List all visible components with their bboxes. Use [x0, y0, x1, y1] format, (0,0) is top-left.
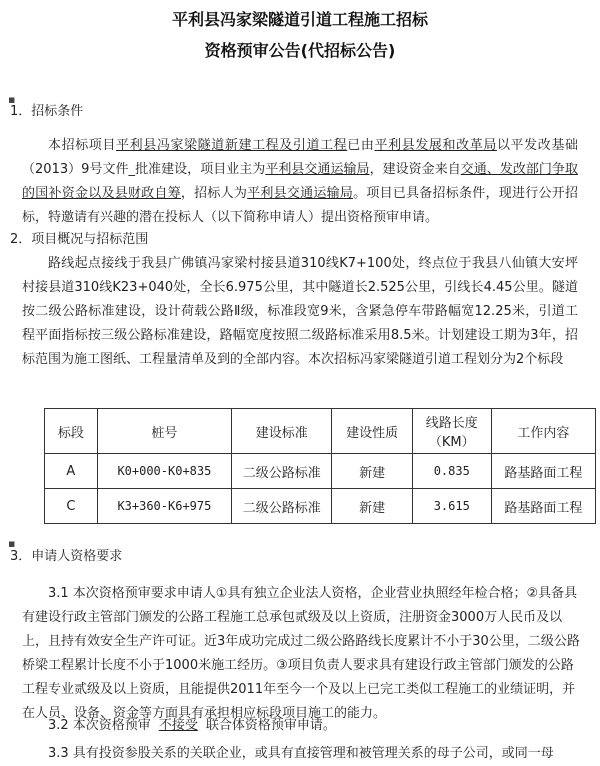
table-cell: 0.835	[412, 454, 491, 489]
table-cell: K3+360-K6+975	[97, 489, 231, 524]
approver: 平利县发展和改革局	[374, 138, 497, 153]
section-3-2-paragraph	[22, 714, 582, 738]
table-header-cell: 建设标准	[232, 409, 332, 454]
section-3-heading: 3．申请人资格要求	[10, 549, 123, 564]
project-owner: 平利县交通运输局	[265, 162, 370, 177]
table-cell: A	[45, 454, 98, 489]
table-header-cell: 标段	[45, 409, 98, 454]
text: 联合体资格预审申请。	[205, 718, 336, 733]
table-header-cell: 工作内容	[491, 409, 595, 454]
section-2-heading: 2．项目概况与招标范围	[10, 232, 149, 247]
table-cell: C	[45, 489, 98, 524]
text: 。项目已具备招标条件，现进行公开招标，特邀请有兴趣的潜在投标人（以下简称申请人）提出资格预审申请。	[22, 186, 578, 225]
table-cell: 3.615	[412, 489, 491, 524]
fund-source: 交通、发改部门争取的国补资金以及县财政自筹	[22, 162, 578, 201]
text: 批准建设，项目业主为	[135, 162, 266, 177]
bid-sections-table	[44, 408, 596, 524]
table-cell: 新建	[332, 454, 412, 489]
table-cell: 二级公路标准	[232, 454, 332, 489]
table-cell: 路基路面工程	[491, 489, 595, 524]
tenderer: 平利县交通运输局	[247, 186, 354, 201]
section-3-1-paragraph: 3.1 本次资格预审要求申请人①具有独立企业法人资格，企业营业执照经年检合格；②具备具有建设行政主管部门颁发的公路工程施工总承包贰级及以上资质，注册资金3000万人民币及以上，且持有效安全生产许可证。近3年成功完成过二级公路路线长度累计不小于30公里，二级公路桥梁工程累计长度不小于1000米施工经历。③项目负责人要求具有建设行政主管部门颁发的公路工程专业贰级及以上资质，且能提供2011年至今一个及以上已完工类似工程施工的业绩证明，并在人员、设备、资金等方面具有承担相应标段项目施工的能力。	[22, 586, 580, 721]
table-cell: 新建	[332, 489, 412, 524]
table-header-cell: 建设性质	[332, 409, 412, 454]
text: ，建设资金来自	[369, 162, 461, 177]
title-line-2: 资格预审公告(代招标公告)	[204, 41, 396, 60]
section-1-paragraph: 本招标项目平利县冯家梁隧道新建工程及引道工程已由平利县发展和改革局以平发改基础（2013）9号文件_批准建设，项目业主为平利县交通运输局，建设资金来自交通、发改部门争取的国补资金以及县财政自筹，招标人为平利县交通运输局。项目已具备招标条件，现进行公开招标，特邀请有兴趣的潜在投标人（以下简称申请人）提出资格预审申请。	[22, 138, 578, 225]
table-header-cell: 桩号	[97, 409, 231, 454]
project-name: 平利县冯家梁隧道新建工程及引道工程	[116, 138, 348, 153]
table-row	[45, 489, 596, 524]
section-3-3-paragraph: 3.3 具有投资参股关系的关联企业，或具有直接管理和被管理关系的母子公司，或同一母	[48, 746, 554, 761]
section-1-heading: 1．招标条件	[10, 104, 84, 119]
table-header-row	[45, 409, 596, 454]
table-header-cell: 线路长度（KM）	[412, 409, 491, 454]
table-cell: 路基路面工程	[491, 454, 595, 489]
text: 以平发改基础（2013）9号文件	[22, 138, 578, 177]
consortium-option: 不接受	[158, 718, 198, 733]
title-line-1: 平利县冯家梁隧道引道工程施工招标	[171, 10, 428, 29]
text: 3.2 本次资格预审	[48, 718, 151, 733]
text: 已由	[347, 138, 375, 153]
text: ，招标人为	[180, 186, 248, 201]
table-row	[45, 454, 596, 489]
table-cell: K0+000-K0+835	[97, 454, 231, 489]
bullet-dot: ▪	[8, 93, 16, 106]
text: 本招标项目	[48, 138, 117, 153]
bullet-dot: ▪	[8, 537, 16, 550]
section-2-paragraph: 路线起点接线于我县广佛镇冯家梁村接县道310线K7+100处，终点位于我县八仙镇大安坪村接县道310线K23+040处，全长6.975公里，其中隧道长2.525公里，引线长4.45公里。隧道按二级公路标准建设，设计荷载公路Ⅱ级，标准段宽9米，含紧急停车带路幅宽12.25米，引道工程平面指标按三级公路标准建设，路幅宽度按照二级路标准采用8.5米。计划建设工期为3年，招标范围为施工图纸、工程量清单及到的全部内容。本次招标冯家梁隧道引道工程划分为2个标段	[22, 256, 578, 367]
table-cell: 二级公路标准	[232, 489, 332, 524]
